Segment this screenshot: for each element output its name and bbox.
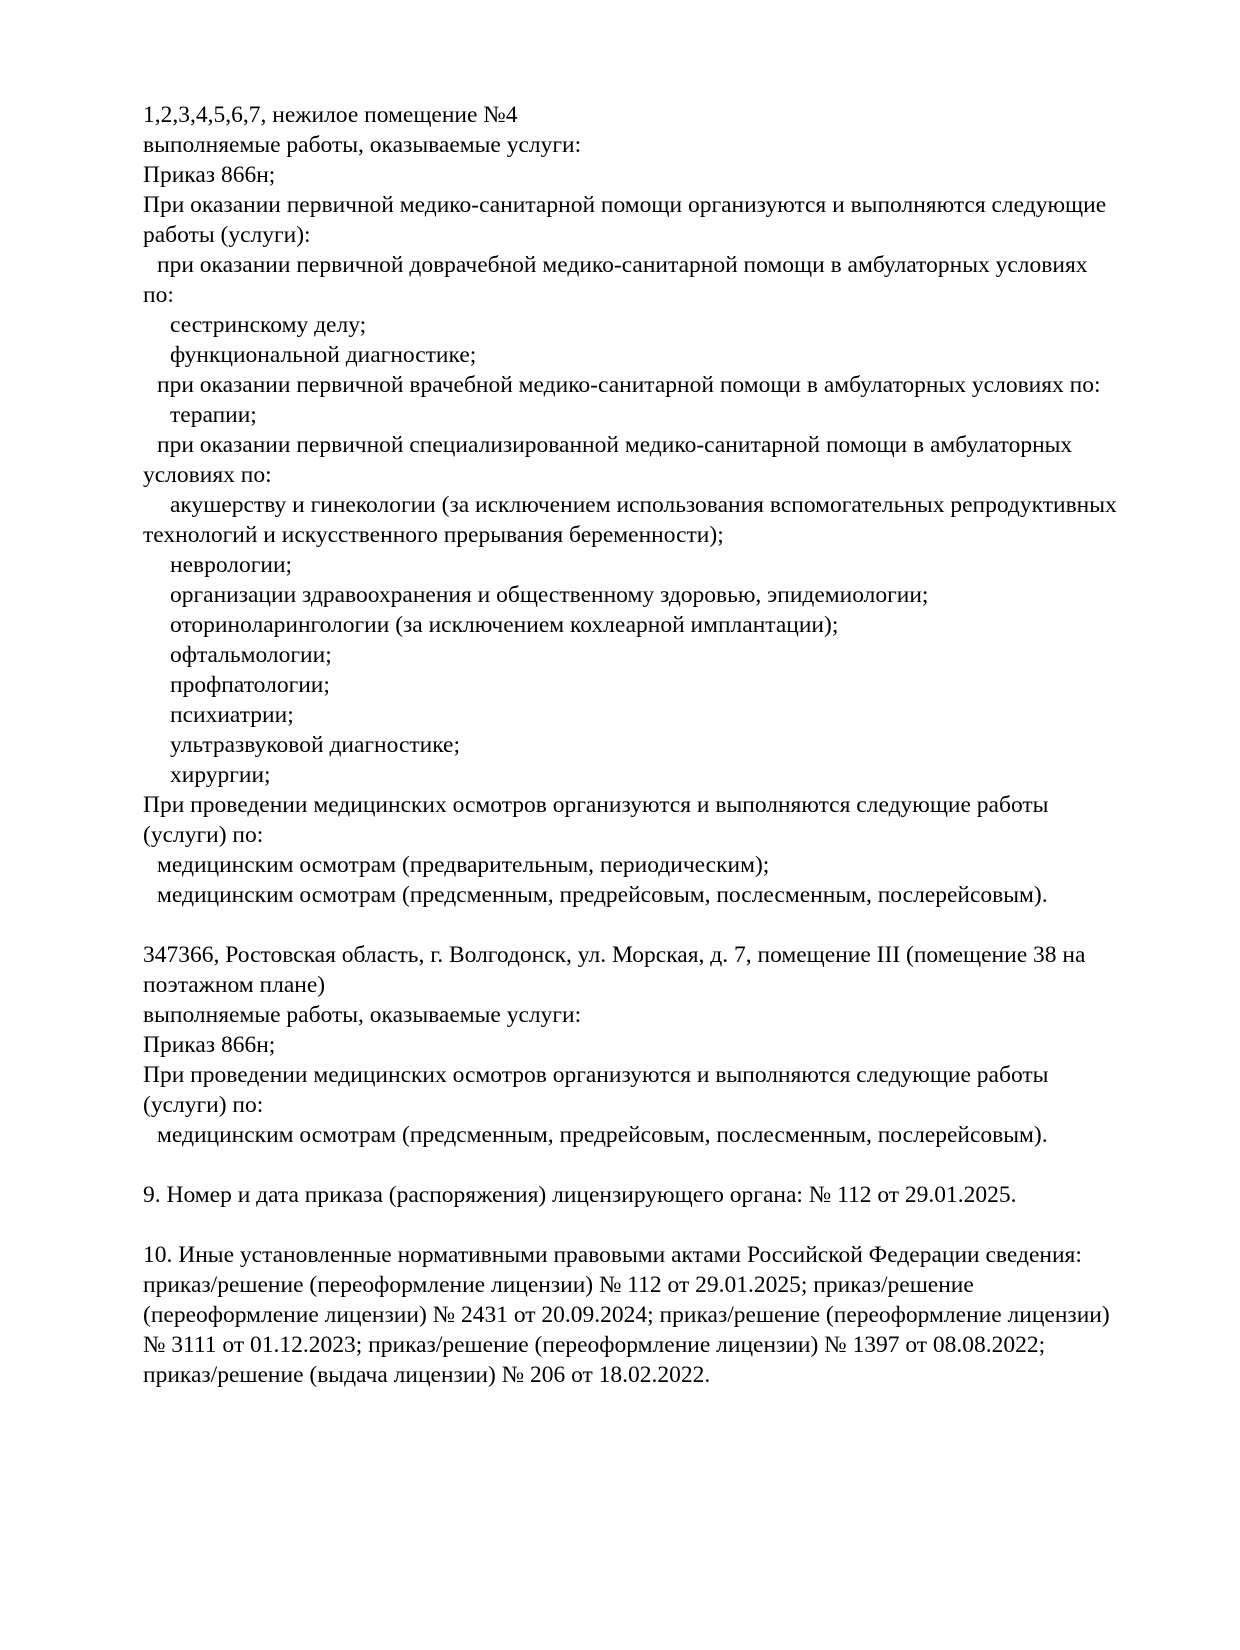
text-line: приказ/решение (переоформление лицензии) № 112 от 29.01.2025; приказ/решение — [143, 1272, 974, 1298]
document-text-block — [143, 100, 1180, 1390]
text-line: Приказ 866н; — [143, 162, 276, 188]
text-line: неврологии; — [170, 552, 293, 578]
text-line: профпатологии; — [170, 672, 330, 698]
text-line: оториноларингологии (за исключением кохлеарной имплантации); — [170, 612, 839, 638]
blank-line — [143, 1210, 1180, 1240]
text-line: приказ/решение (выдача лицензии) № 206 от 18.02.2022. — [143, 1362, 711, 1388]
text-line: (переоформление лицензии) № 2431 от 20.09.2024; приказ/решение (переоформление лицензии) — [143, 1302, 1110, 1328]
text-line: При оказании первичной медико-санитарной помощи организуются и выполняются следующие — [143, 192, 1107, 218]
text-line: (услуги) по: — [143, 822, 264, 848]
text-line: офтальмологии; — [170, 642, 332, 668]
text-line: медицинским осмотрам (предсменным, предрейсовым, послесменным, послерейсовым). — [157, 882, 1048, 908]
text-line: акушерству и гинекологии (за исключением использования вспомогательных репродуктивных — [170, 492, 1117, 518]
text-line: поэтажном плане) — [143, 972, 326, 998]
blank-line — [143, 1150, 1180, 1180]
text-line: ультразвуковой диагностике; — [170, 732, 461, 758]
blank-line — [143, 910, 1180, 940]
text-line: медицинским осмотрам (предварительным, периодическим); — [157, 852, 770, 878]
text-line: терапии; — [170, 402, 257, 428]
text-line: 1,2,3,4,5,6,7, нежилое помещение №4 — [143, 102, 518, 128]
text-line: организации здравоохранения и общественному здоровью, эпидемиологии; — [170, 582, 929, 608]
text-line: психиатрии; — [170, 702, 294, 728]
text-line: При проведении медицинских осмотров организуются и выполняются следующие работы — [143, 792, 1049, 818]
text-line: при оказании первичной доврачебной медико-санитарной помощи в амбулаторных условиях — [157, 252, 1088, 278]
text-line: 347366, Ростовская область, г. Волгодонск, ул. Морская, д. 7, помещение III (помещение 38 на — [143, 942, 1086, 968]
text-line: функциональной диагностике; — [170, 342, 477, 368]
text-line: медицинским осмотрам (предсменным, предрейсовым, послесменным, послерейсовым). — [157, 1122, 1048, 1148]
text-line: сестринскому делу; — [170, 312, 367, 338]
text-line: № 3111 от 01.12.2023; приказ/решение (переоформление лицензии) № 1397 от 08.08.2022; — [143, 1332, 1046, 1358]
text-line: 10. Иные установленные нормативными правовыми актами Российской Федерации сведения: — [143, 1242, 1082, 1268]
text-line: выполняемые работы, оказываемые услуги: — [143, 132, 582, 158]
text-line: 9. Номер и дата приказа (распоряжения) лицензирующего органа: № 112 от 29.01.2025. — [143, 1182, 1017, 1208]
text-line: выполняемые работы, оказываемые услуги: — [143, 1002, 582, 1028]
text-line: технологий и искусственного прерывания беременности); — [143, 522, 724, 548]
text-line: при оказании первичной специализированной медико-санитарной помощи в амбулаторных — [157, 432, 1073, 458]
text-line: хирургии; — [170, 762, 271, 788]
text-line: по: — [143, 282, 174, 308]
text-line: работы (услуги): — [143, 222, 311, 248]
text-line: условиях по: — [143, 462, 272, 488]
text-line: При проведении медицинских осмотров организуются и выполняются следующие работы — [143, 1062, 1049, 1088]
text-line: при оказании первичной врачебной медико-санитарной помощи в амбулаторных условиях по: — [157, 372, 1101, 398]
text-line: Приказ 866н; — [143, 1032, 276, 1058]
text-line: (услуги) по: — [143, 1092, 264, 1118]
